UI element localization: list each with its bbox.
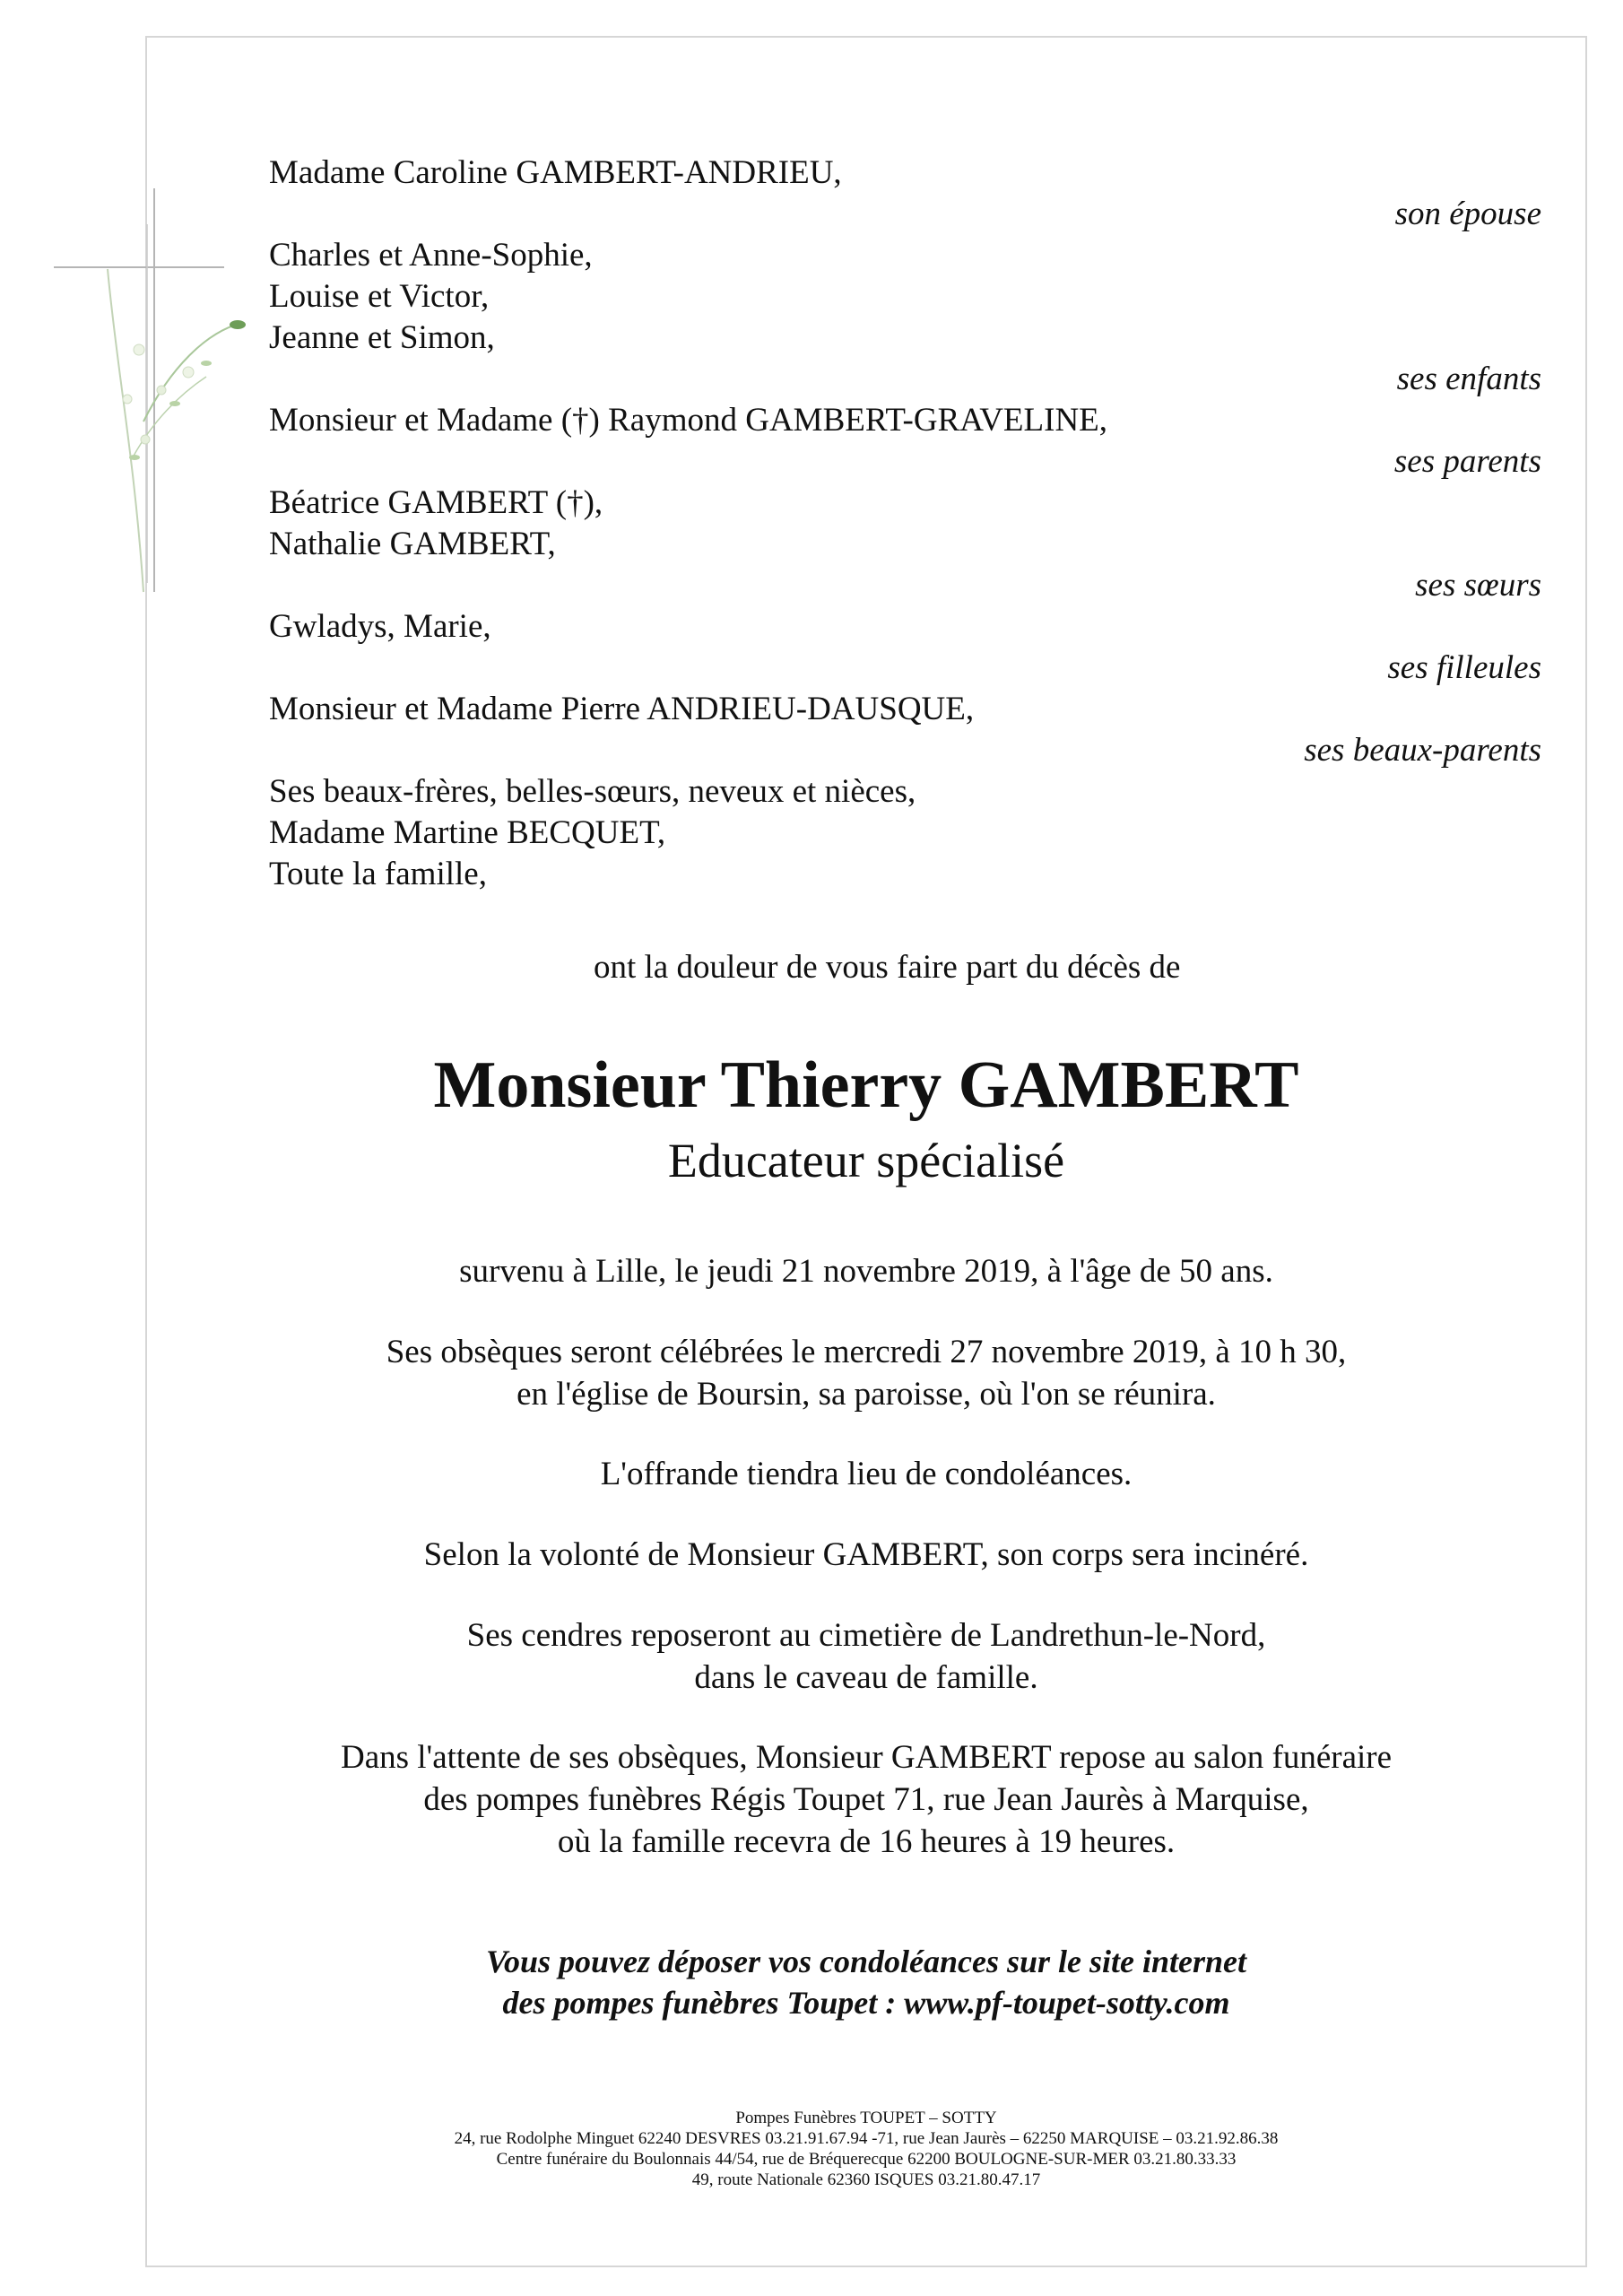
repose-note: des pompes funèbres Régis Toupet 71, rue Jean Jaurès à Marquise, [423, 1781, 1309, 1818]
family-name-line: Monsieur et Madame Pierre ANDRIEU-DAUSQUE, [269, 691, 975, 727]
relation-label: ses sœurs [1415, 567, 1541, 604]
deceased-profession: Educateur spécialisé [667, 1134, 1065, 1187]
deceased-name: Monsieur Thierry GAMBERT [433, 1048, 1299, 1122]
family-name-line: Madame Caroline GAMBERT-ANDRIEU, [269, 154, 842, 191]
funeral-home-address: 49, route Nationale 62360 ISQUES 03.21.80.47.17 [691, 2170, 1041, 2189]
relation-label: ses filleules [1387, 649, 1541, 686]
ashes-note: dans le caveau de famille. [694, 1659, 1038, 1696]
relation-label: ses beaux-parents [1304, 732, 1541, 769]
relation-label: ses enfants [1396, 361, 1541, 397]
funeral-details: Ses obsèques seront célébrées le mercredi 27 novembre 2019, à 10 h 30, [386, 1334, 1347, 1370]
relation-label: son épouse [1394, 196, 1541, 232]
relation-label: ses parents [1393, 443, 1541, 480]
cremation-note: Selon la volonté de Monsieur GAMBERT, son corps sera incinéré. [423, 1536, 1309, 1573]
family-name-line: Nathalie GAMBERT, [269, 526, 556, 562]
repose-note: Dans l'attente de ses obsèques, Monsieur GAMBERT repose au salon funéraire [340, 1739, 1393, 1776]
family-name-line: Madame Martine BECQUET, [269, 814, 666, 851]
ashes-note: Ses cendres reposeront au cimetière de Landrethun-le-Nord, [466, 1617, 1266, 1654]
condolences-website[interactable]: des pompes funèbres Toupet : www.pf-toupet-sotty.com [502, 1985, 1230, 2021]
family-name-line: Louise et Victor, [269, 278, 490, 315]
family-name-line: Monsieur et Madame (†) Raymond GAMBERT-GRAVELINE, [269, 402, 1108, 439]
death-details: survenu à Lille, le jeudi 21 novembre 2019, à l'âge de 50 ans. [459, 1253, 1273, 1290]
family-name-line: Charles et Anne-Sophie, [269, 237, 593, 274]
repose-note: où la famille recevra de 16 heures à 19 heures. [557, 1823, 1176, 1860]
family-name-line: Ses beaux-frères, belles-sœurs, neveux et nièces, [269, 773, 916, 810]
family-name-line: Toute la famille, [269, 856, 487, 892]
offering-note: L'offrande tiendra lieu de condoléances. [600, 1456, 1133, 1492]
funeral-home-address: Centre funéraire du Boulonnais 44/54, rue de Bréquerecque 62200 BOULOGNE-SUR-MER 03.21.80.33.33 [496, 2150, 1237, 2169]
cross-flower-icon [54, 188, 251, 601]
announcement-text: ont la douleur de vous faire part du décès de [594, 949, 1181, 986]
family-name-line: Béatrice GAMBERT (†), [269, 484, 603, 521]
funeral-home-address: 24, rue Rodolphe Minguet 62240 DESVRES 03.21.91.67.94 -71, rue Jean Jaurès – 62250 MARQUISE – 03.21.92.86.38 [454, 2129, 1279, 2148]
family-name-line: Gwladys, Marie, [269, 608, 491, 645]
condolences-line: Vous pouvez déposer vos condoléances sur le site internet [485, 1944, 1246, 1979]
family-name-line: Jeanne et Simon, [269, 319, 495, 356]
funeral-home-name: Pompes Funèbres TOUPET – SOTTY [735, 2109, 997, 2127]
funeral-details: en l'église de Boursin, sa paroisse, où l'on se réunira. [516, 1376, 1216, 1413]
